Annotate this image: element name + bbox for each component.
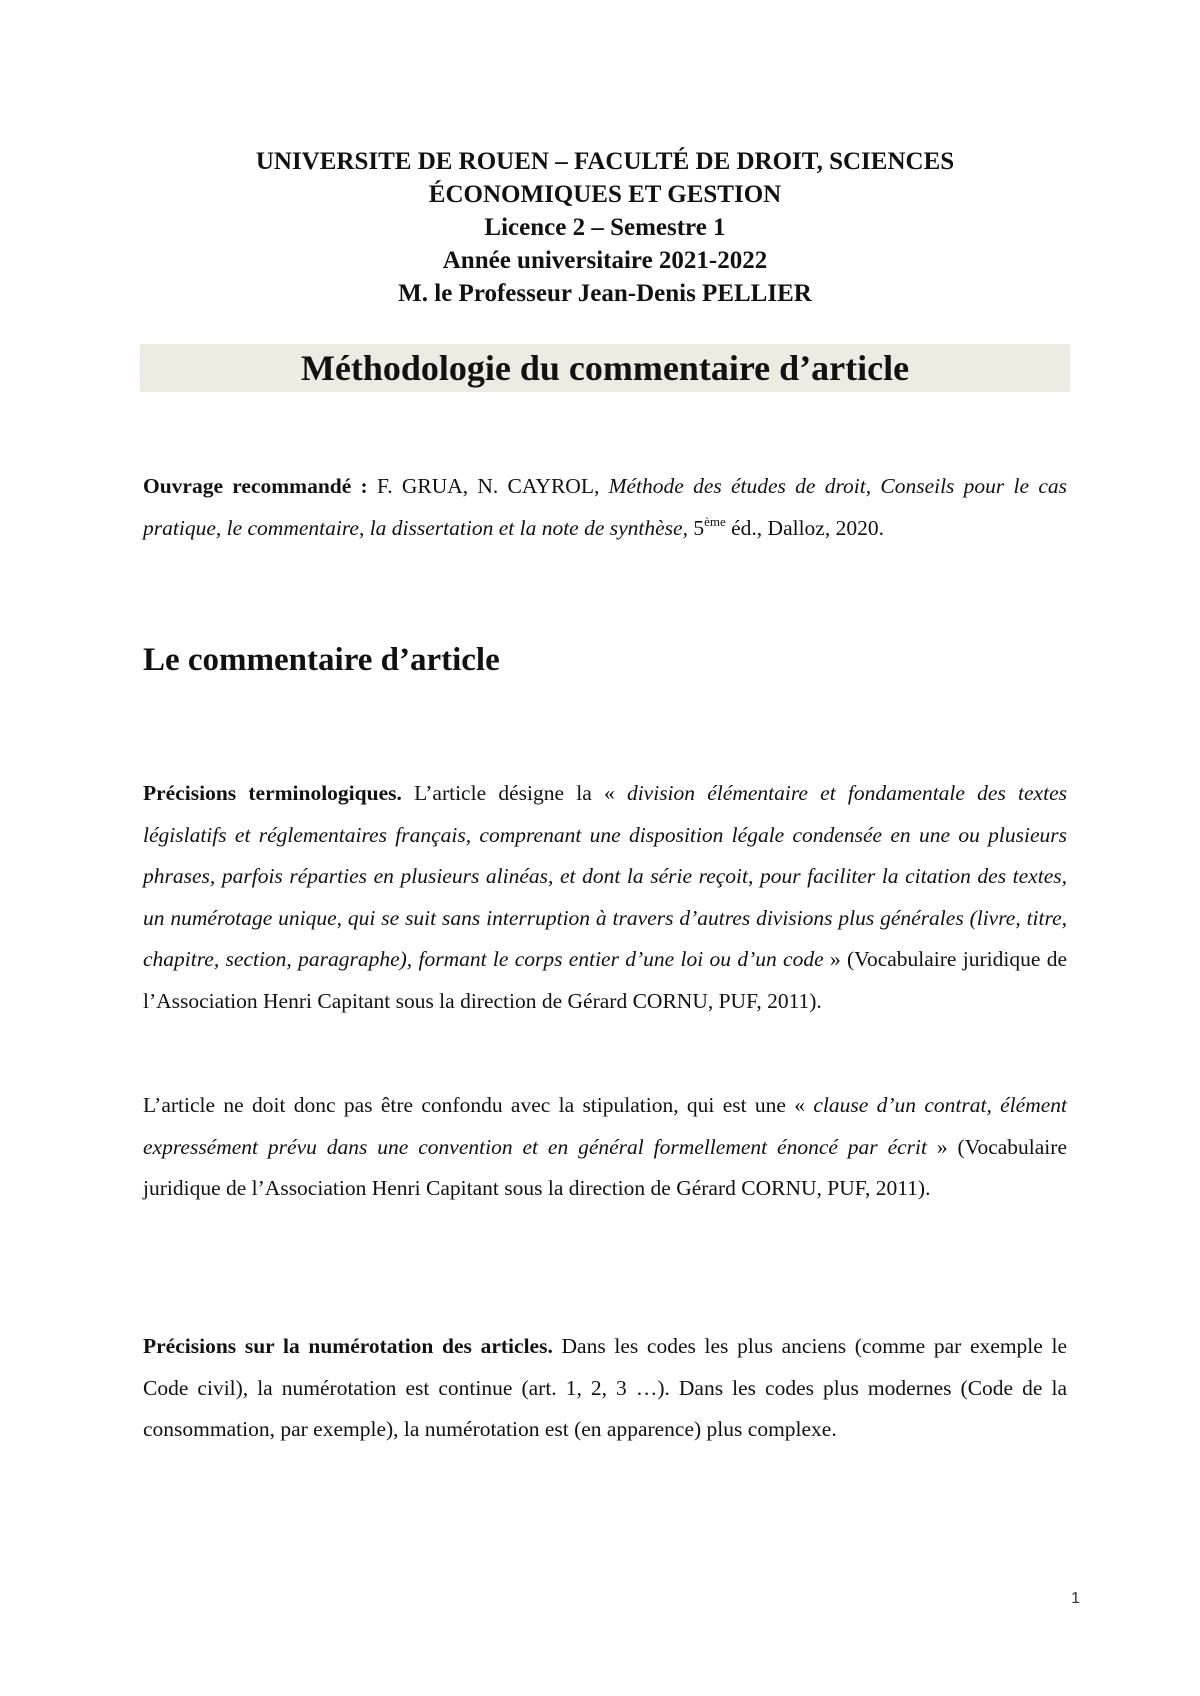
header-professor: M. le Professeur Jean-Denis PELLIER [398, 280, 812, 307]
stipulation-paragraph [143, 1085, 1067, 1210]
terminology-intro: L’article désigne la « [401, 781, 627, 805]
stipulation-source: » (Vocabulaire juridique de l’Association Henri Capitant sous la direction de Gérard CORNU, PUF, 2011). [143, 1134, 1067, 1200]
recommended-label: Ouvrage recommandé : [143, 474, 368, 498]
terminology-source: » (Vocabulaire juridique de l’Association Henri Capitant sous la direction de Gérard CORNU, PUF, 2011). [143, 947, 1068, 1013]
header-academic-year: Année universitaire 2021-2022 [442, 247, 768, 274]
header-faculty: ÉCONOMIQUES ET GESTION [428, 181, 782, 208]
terminology-paragraph [143, 773, 1067, 1022]
recommended-book-paragraph [143, 466, 1067, 549]
header-university: UNIVERSITE DE ROUEN – FACULTÉ DE DROIT, SCIENCES [255, 148, 955, 175]
recommended-book-title: Méthode des études de droit, Conseils pour le cas pratique, le commentaire, la dissertation et la note de synthèse [143, 474, 1067, 540]
recommended-edition-suffix: éd., Dalloz, 2020. [725, 515, 884, 540]
recommended-authors: F. GRUA, N. CAYROL, [367, 474, 609, 498]
numbering-text: Dans les codes les plus anciens (comme par exemple le Code civil), la numérotation est continue (art. 1, 2, 3 …). Dans les codes plus modernes (Code de la consommation, par exemple), la numérotation est (en apparence) plus complexe. [143, 1334, 1067, 1441]
page-number: 1 [1071, 1590, 1080, 1607]
document-title: Méthodologie du commentaire d’article [300, 348, 910, 388]
title-band [140, 344, 1070, 392]
document-header [142, 145, 1068, 310]
numbering-paragraph [143, 1326, 1067, 1451]
terminology-label: Précisions terminologiques. [143, 781, 402, 805]
section-heading: Le commentaire d’article [143, 642, 500, 678]
stipulation-quote: clause d’un contrat, élément expressément prévu dans une convention et en général formellement énoncé par écrit [143, 1093, 1067, 1159]
numbering-label: Précisions sur la numérotation des articles. [143, 1334, 553, 1358]
stipulation-intro: L’article ne doit donc pas être confondu avec la stipulation, qui est une « [143, 1093, 814, 1117]
terminology-quote: division élémentaire et fondamentale des textes législatifs et réglementaires français, comprenant une disposition légale condensée en une ou plusieurs phrases, parfois réparties en plusieurs alinéas, et dont la série reçoit, pour faciliter la citation des textes, un numérotage unique, qui se suit sans interruption à travers d’autres divisions plus générales (livre, titre, chapitre, section, paragraphe), formant le corps entier d’une loi ou d’un code [143, 781, 1067, 971]
recommended-edition-sup: ème [704, 513, 726, 529]
recommended-edition-prefix: , 5 [682, 515, 705, 540]
header-level: Licence 2 – Semestre 1 [484, 214, 726, 241]
